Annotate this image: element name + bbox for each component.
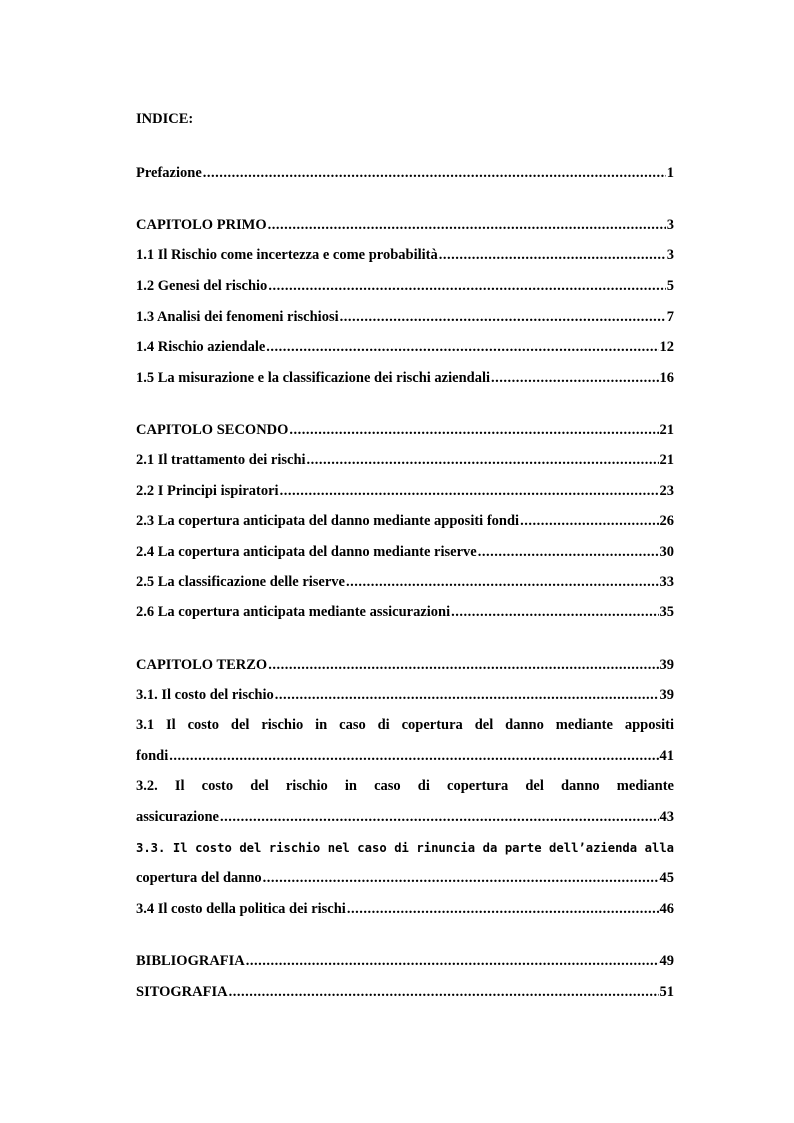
toc-entry-label: assicurazione — [136, 809, 219, 825]
dot-leader — [268, 216, 666, 234]
toc-page-number: 16 — [659, 370, 674, 386]
dot-leader — [266, 338, 658, 356]
dot-leader — [289, 421, 658, 439]
toc-entry-3-3[interactable] — [136, 869, 674, 887]
toc-entry-1-5[interactable] — [136, 369, 674, 387]
toc-page-number: 3 — [666, 217, 674, 233]
dot-leader — [268, 656, 658, 674]
toc-page-number: 30 — [659, 544, 674, 560]
toc-page-number: 3 — [666, 247, 674, 263]
toc-entry-label: 1.5 La misurazione e la classificazione dei rischi aziendali — [136, 370, 491, 386]
toc-entry-1-2[interactable] — [136, 277, 674, 295]
toc-page-number: 21 — [659, 452, 674, 468]
toc-entry-label: 3.4 Il costo della politica dei rischi — [136, 901, 346, 917]
toc-page-number: 1 — [666, 165, 674, 181]
toc-entry-label: 1.3 Analisi dei fenomeni rischiosi — [136, 309, 339, 325]
toc-entry-capitolo-primo[interactable] — [136, 216, 674, 234]
toc-entry-label: CAPITOLO PRIMO — [136, 217, 267, 233]
toc-entry-capitolo-secondo[interactable] — [136, 421, 674, 439]
toc-entry-prefazione[interactable] — [136, 164, 674, 182]
toc-entry-3-3-line1[interactable]: 3.3. Il costo del rischio nel caso di rinuncia da parte dell’azienda alla — [136, 841, 674, 855]
toc-page-number: 41 — [659, 748, 674, 764]
toc-entry-1-4[interactable] — [136, 338, 674, 356]
toc-entry-label: Prefazione — [136, 165, 202, 181]
dot-leader — [246, 952, 659, 970]
toc-entry-2-2[interactable] — [136, 482, 674, 500]
toc-page-number: 46 — [659, 901, 674, 917]
toc-entry-3-2-line1[interactable]: 3.2. Il costo del rischio in caso di copertura del danno mediante — [136, 778, 674, 794]
toc-entry-label: 1.4 Rischio aziendale — [136, 339, 266, 355]
toc-page-number: 35 — [659, 604, 674, 620]
toc-entry-bibliografia[interactable] — [136, 952, 674, 970]
dot-leader — [220, 808, 659, 826]
toc-entry-3-2[interactable] — [136, 808, 674, 826]
toc-entry-sitografia[interactable] — [136, 983, 674, 1001]
toc-page-number: 45 — [659, 870, 674, 886]
toc-page-number: 12 — [659, 339, 674, 355]
toc-entry-capitolo-terzo[interactable] — [136, 656, 674, 674]
toc-entry-3-1-fondi-line1[interactable]: 3.1 Il costo del rischio in caso di copertura del danno mediante appositi — [136, 717, 674, 733]
toc-entry-label: copertura del danno — [136, 870, 262, 886]
toc-page-number: 43 — [659, 809, 674, 825]
toc-page-number: 51 — [659, 984, 674, 1000]
toc-page-number: 26 — [659, 513, 674, 529]
dot-leader — [275, 686, 659, 704]
dot-leader — [263, 869, 659, 887]
toc-entry-label: 1.1 Il Rischio come incertezza e come probabilità — [136, 247, 438, 263]
toc-entry-label: 2.5 La classificazione delle riserve — [136, 574, 345, 590]
dot-leader — [491, 369, 658, 387]
toc-entry-label: fondi — [136, 748, 169, 764]
dot-leader — [346, 573, 659, 591]
toc-page-number: 39 — [659, 687, 674, 703]
dot-leader — [439, 246, 666, 264]
toc-entry-label: BIBLIOGRAFIA — [136, 953, 245, 969]
toc-entry-label: 3.1. Il costo del rischio — [136, 687, 274, 703]
toc-entry-label: 2.3 La copertura anticipata del danno mediante appositi fondi — [136, 513, 520, 529]
toc-page-number: 21 — [659, 422, 674, 438]
dot-leader — [451, 603, 658, 621]
dot-leader — [268, 277, 665, 295]
toc-entry-label: 2.4 La copertura anticipata del danno mediante riserve — [136, 544, 477, 560]
toc-entry-label: 1.2 Genesi del rischio — [136, 278, 268, 294]
toc-entry-label: SITOGRAFIA — [136, 984, 228, 1000]
dot-leader — [229, 983, 659, 1001]
dot-leader — [307, 451, 659, 469]
toc-page-number: 39 — [659, 657, 674, 673]
toc-page-number: 7 — [666, 309, 674, 325]
dot-leader — [340, 308, 666, 326]
toc-entry-label: CAPITOLO TERZO — [136, 657, 268, 673]
dot-leader — [478, 543, 659, 561]
index-heading: INDICE: — [136, 111, 194, 127]
dot-leader — [280, 482, 659, 500]
toc-entry-label: CAPITOLO SECONDO — [136, 422, 289, 438]
toc-page-number: 33 — [659, 574, 674, 590]
toc-page-number: 23 — [659, 483, 674, 499]
toc-page-number: 5 — [666, 278, 674, 294]
dot-leader — [347, 900, 659, 918]
toc-entry-2-1[interactable] — [136, 451, 674, 469]
toc-entry-2-6[interactable] — [136, 603, 674, 621]
dot-leader — [169, 747, 658, 765]
dot-leader — [520, 512, 658, 530]
toc-page-number: 49 — [659, 953, 674, 969]
dot-leader — [203, 164, 666, 182]
toc-entry-3-1-fondi[interactable] — [136, 747, 674, 765]
toc-entry-2-4[interactable] — [136, 543, 674, 561]
toc-entry-label: 2.1 Il trattamento dei rischi — [136, 452, 306, 468]
toc-entry-label: 2.2 I Principi ispiratori — [136, 483, 279, 499]
toc-entry-1-3[interactable] — [136, 308, 674, 326]
toc-entry-3-1-costo[interactable] — [136, 686, 674, 704]
toc-entry-label: 2.6 La copertura anticipata mediante assicurazioni — [136, 604, 451, 620]
toc-entry-1-1[interactable] — [136, 246, 674, 264]
toc-entry-2-5[interactable] — [136, 573, 674, 591]
toc-entry-3-4[interactable] — [136, 900, 674, 918]
toc-entry-2-3[interactable] — [136, 512, 674, 530]
